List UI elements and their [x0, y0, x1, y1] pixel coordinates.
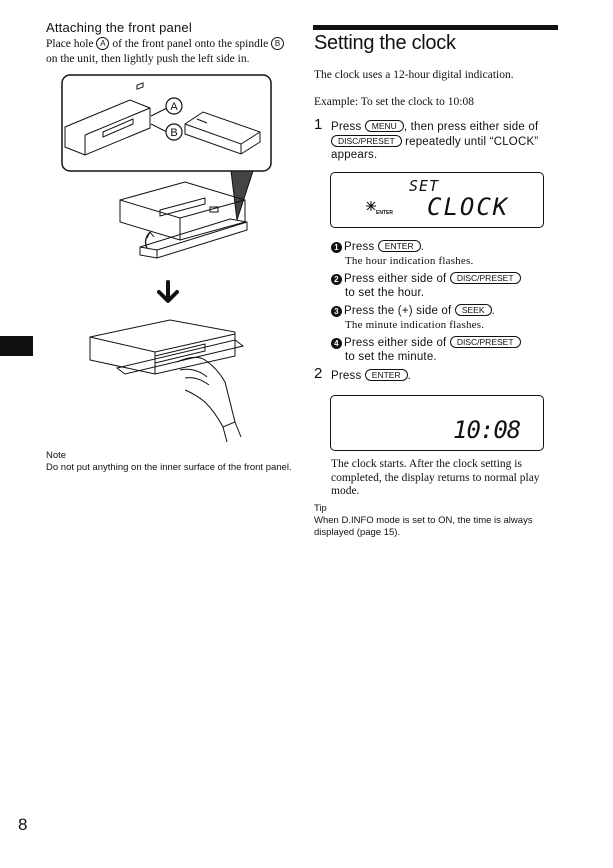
step-2-text: Press ENTER . [331, 370, 412, 382]
disc-preset-key: DISC/PRESET [331, 135, 402, 147]
step-1-number: 1 [314, 116, 323, 133]
after-text: The clock starts. After the clock setting is completed, the display returns to normal play mode. [331, 458, 540, 497]
marker-b: B [271, 37, 284, 50]
note-block [46, 450, 296, 474]
unit-corner-inset [65, 100, 150, 155]
page-number: 8 [18, 815, 28, 834]
lcd-time-graphic [331, 396, 543, 450]
lcd-display-time [330, 395, 544, 451]
enter-key: ENTER [365, 369, 408, 381]
inset-frame [62, 75, 271, 171]
tip-text: When D.INFO mode is set to ON, the time is always displayed (page 15). [314, 515, 533, 538]
callout-b-label: B [170, 127, 178, 139]
section-top-rule [313, 25, 558, 30]
flash-icon [366, 201, 376, 211]
inset-pointer [231, 171, 253, 220]
intro-text: The clock uses a 12-hour digital indication. [314, 69, 514, 81]
substep-1-note: The hour indication flashes. [345, 254, 474, 267]
panel-inset [185, 112, 260, 154]
lcd-time-value: 10:08 [453, 416, 521, 444]
page-title: Setting the clock [314, 32, 456, 54]
enter-key: ENTER [378, 240, 421, 252]
lcd-clock-graphic [331, 173, 543, 227]
tip-label: Tip [314, 503, 327, 514]
substep-3-note: The minute indication flashes. [345, 318, 485, 331]
section-tab-marker [0, 336, 33, 356]
unit-push [90, 320, 243, 442]
step-2-number: 2 [314, 365, 323, 382]
section-heading-front-panel: Attaching the front panel [46, 20, 192, 35]
seek-key: SEEK [455, 304, 492, 316]
unit-attach [120, 182, 247, 258]
example-text: Example: To set the clock to 10:08 [314, 96, 474, 108]
front-panel-illustration [55, 72, 280, 452]
substep-3: 3 Press the (+) side of SEEK . The minute indication flashes. [331, 304, 561, 332]
front-panel-diagram [55, 72, 280, 447]
tip-block [314, 503, 559, 539]
menu-key: MENU [365, 120, 404, 132]
disc-preset-key: DISC/PRESET [450, 336, 521, 348]
substep-1-number: 1 [331, 242, 342, 253]
lcd-display-clock [330, 172, 544, 228]
marker-a: A [96, 37, 109, 50]
lcd-set-label: SET [409, 177, 440, 195]
substep-4: 4 Press either side of DISC/PRESET to set the minute. [331, 336, 561, 364]
disc-preset-key: DISC/PRESET [450, 272, 521, 284]
substep-2-number: 2 [331, 274, 342, 285]
lcd-clock-label: CLOCK [427, 193, 510, 221]
attach-instructions: Place hole A of the front panel onto the spindle B on the unit, then lightly push the left side in. [46, 37, 291, 67]
substep-4-number: 4 [331, 338, 342, 349]
note-label: Note [46, 450, 67, 461]
substep-1: 1 Press ENTER . The hour indication flashes. [331, 240, 561, 268]
substep-2: 2 Press either side of DISC/PRESET to set the hour. [331, 272, 561, 300]
lcd-enter-label: ENTER [376, 210, 393, 216]
down-arrow-icon [159, 282, 177, 301]
substep-3-number: 3 [331, 306, 342, 317]
step-1-text: Press MENU , then press either side of DISC/PRESET repeatedly until “CLOCK” appears. [331, 121, 539, 161]
callout-a-label: A [170, 101, 178, 113]
note-text: Do not put anything on the inner surface of the front panel. [46, 462, 292, 473]
